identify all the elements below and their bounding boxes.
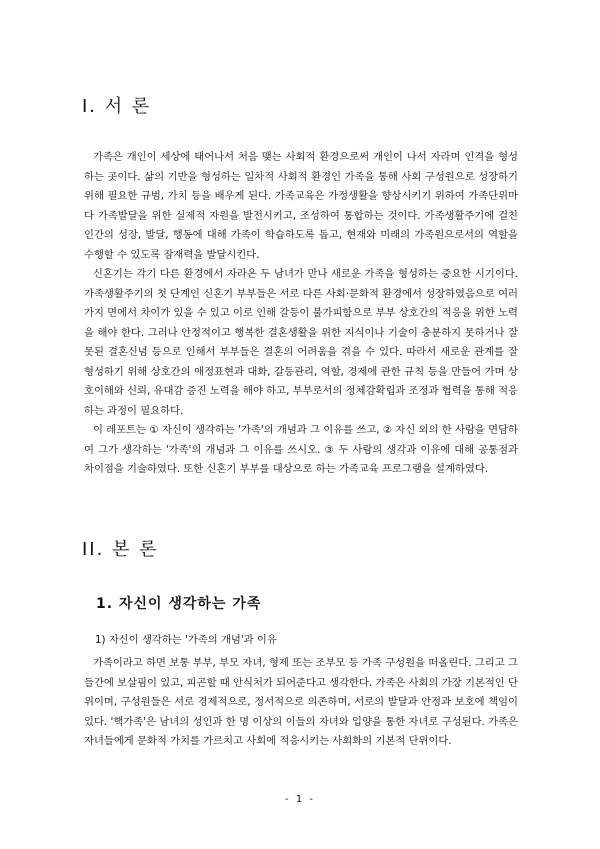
intro-text [84,148,518,480]
intro-paragraph: 신혼기는 각기 다른 환경에서 자라온 두 남녀가 만나 새로운 가족을 형성하는 중요한 시기이다. 가족생활주기의 첫 단계인 신혼기 부부들은 서로 다른 사회·문화적 환경에서 성장하였음으로 여러 가지 면에서 차이가 있을 수 있고 이로 인해 갈등이 불가피함으로 부부 상호간의 적응을 위한 노력을 해야 한다. 그러나 안정적이고 행복한 결혼생활을 위한 지식이나 기술이 충분하지 못하거나 잘못된 결혼신념 등으로 인해서 부부들은 결혼의 어려움을 겪을 수 있다. 따라서 새로운 관계를 잘 형성하기 위해 상호간의 애정표현과 대화, 갈등관리, 역할, 경제에 관한 규칙 등을 만들어 가며 상호이해와 신뢰, 유대감 증진 노력을 해야 하고, 부부로서의 정체감확립과 조정과 협력을 통해 적응하는 과정이 필요하다. [84,268,518,417]
intro-paragraph: 이 레포트는 ① 자신이 생각하는 '가족'의 개념과 그 이유를 쓰고, ② 자신 외의 한 사람을 면담하여 그가 생각하는 '가족'의 개념과 그 이유를 쓰시오. ③ 두 사람의 생각과 이유에 대해 공통점과 차이점을 기술하였다. 또한 신혼기 부부를 대상으로 하는 가족교육 프로그램을 설계하였다. [84,424,518,475]
intro-paragraph: 가족은 개인이 세상에 태어나서 처음 맺는 사회적 환경으로써 개인이 나서 자라며 인격을 형성하는 곳이다. 삶의 기반을 형성하는 일차적 사회적 환경인 가족을 통해 사회 구성원으로 성장하기 위해 필요한 규범, 가치 등을 배우게 된다. 가족교육은 가정생활을 향상시키기 위하여 가족단위마다 가족발달을 위한 실제적 자원을 발전시키고, 조성하여 통합하는 것이다. 가족생활주기에 걸친 인간의 성장, 발달, 행동에 대해 가족이 학습하도록 돕고, 현재와 미래의 가족원으로서의 역할을 수행할 수 있도록 잠재력을 발달시킨다. [84,151,518,261]
body-section-heading: II. 본 론 [82,539,159,560]
item-heading: 1) 자신이 생각하는 '가족의 개념'과 이유 [95,634,277,646]
intro-section-heading: I. 서 론 [82,96,152,117]
page-number: - 1 - [285,794,315,805]
body-subsection-heading: 1. 자신이 생각하는 가족 [96,596,262,612]
body-paragraph: 가족이라고 하면 보통 부부, 부모 자녀, 형제 또는 조부모 등 가족 구성원을 떠올린다. 그리고 그들간에 보살핌이 있고, 피곤할 때 안식처가 되어준다고 생각한다. 가족은 사회의 가장 기본적인 단위이며, 구성원들은 서로 경제적으로, 정서적으로 의존하며, 서로의 발달과 안정과 보호에 책임이 있다. '핵가족'은 남녀의 성인과 한 명 이상의 이들의 자녀와 입양을 통한 자녀로 구성된다. 가족은 자녀들에게 문화적 가치를 가르치고 사회에 적응시키는 사회화의 기본적 단위이다. [84,657,518,747]
body-text [84,654,518,752]
